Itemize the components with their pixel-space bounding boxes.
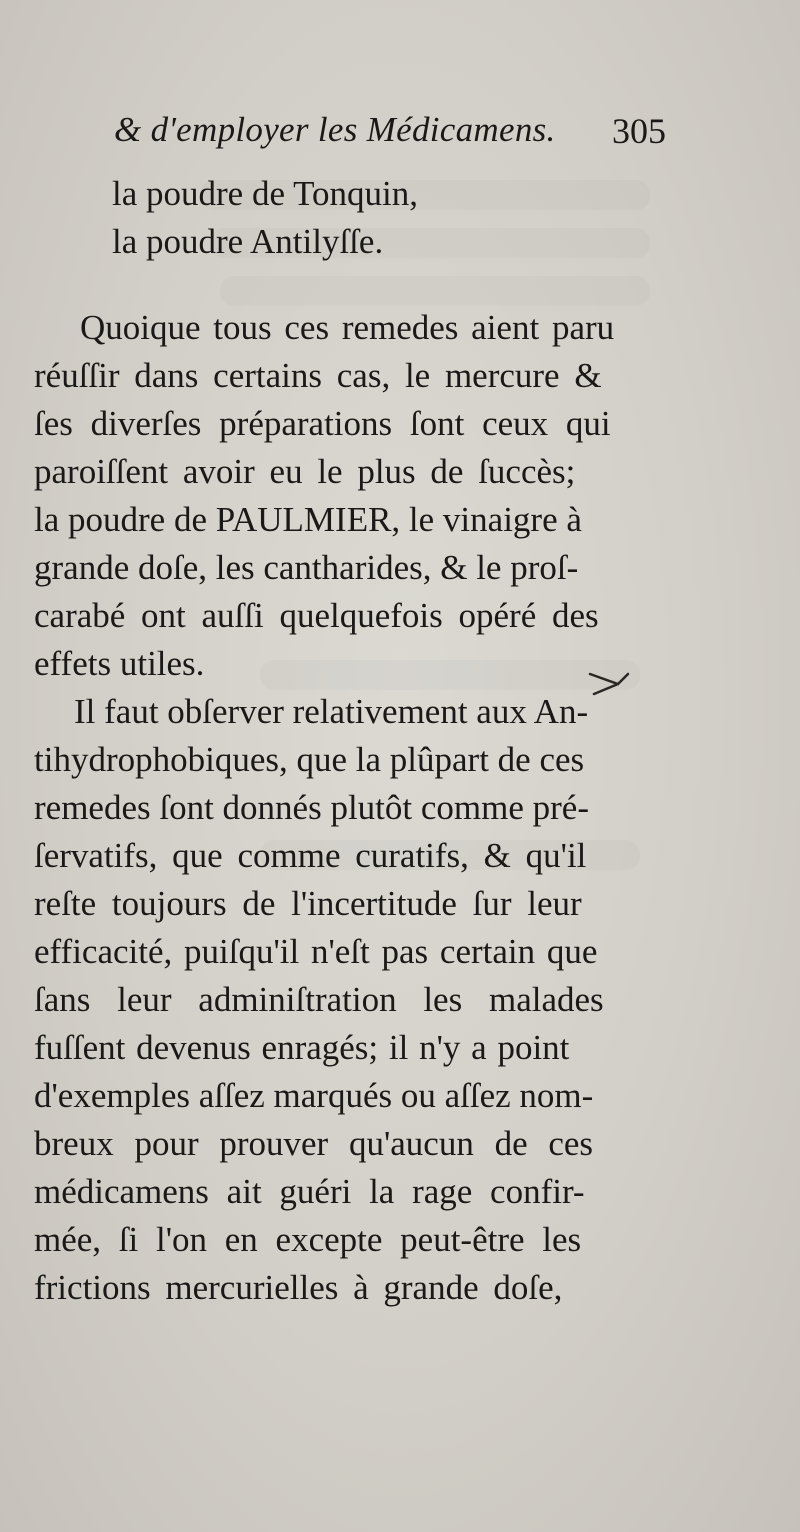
text-line: mée, ſi l'on en excepte peut-être les [34,1220,582,1259]
text-line: médicamens ait guéri la rage confir- [34,1172,585,1211]
text-line: remedes ſont donnés plutôt comme pré- [34,788,589,827]
ink-mark-icon [588,668,632,696]
paragraph-start-line: Quoique tous ces remedes aient paru [80,308,615,347]
show-through-line [260,660,640,690]
running-head: & d'employer les Médicamens. [114,110,556,149]
author-name: PAULMIER [215,500,392,539]
text-line: efficacité, puiſqu'il n'eſt pas certain que [34,932,598,971]
text-line: carabé ont auſſi quelquefois opéré des [34,596,599,635]
text-fragment: la poudre de [34,500,207,539]
paragraph-start-line: Il faut obſerver relativement aux An- [74,692,589,731]
text-line: breux pour prouver qu'aucun de ces [34,1124,594,1163]
text-fragment: , le vinaigre à [391,500,582,539]
text-line: reſte toujours de l'incertitude ſur leur [34,884,582,923]
text-line: réuſſir dans certains cas, le mercure & [34,356,602,395]
text-line: ſes diverſes préparations ſont ceux qui [34,404,611,443]
show-through-line [220,276,650,306]
text-line: d'exemples aſſez marqués ou aſſez nom- [34,1076,594,1115]
text-line: la poudre de Tonquin, [112,174,419,213]
text-line: tihydrophobiques, que la plûpart de ces [34,740,585,779]
page-header [114,110,666,158]
page-number: 305 [612,111,666,151]
text-line: ſervatifs, que comme curatifs, & qu'il [34,836,587,875]
text-line: la poudre Antilyſſe. [112,222,384,261]
text-line [34,498,582,542]
text-line: effets utiles. [34,644,205,683]
text-line: paroiſſent avoir eu le plus de ſuccès; [34,452,576,491]
text-line: ſans leur adminiſtration les malades [34,980,604,1019]
text-line: grande doſe, les cantharides, & le proſ- [34,548,579,587]
text-line: fuſſent devenus enragés; il n'y a point [34,1028,570,1067]
text-line: frictions mercurielles à grande doſe, [34,1268,563,1307]
